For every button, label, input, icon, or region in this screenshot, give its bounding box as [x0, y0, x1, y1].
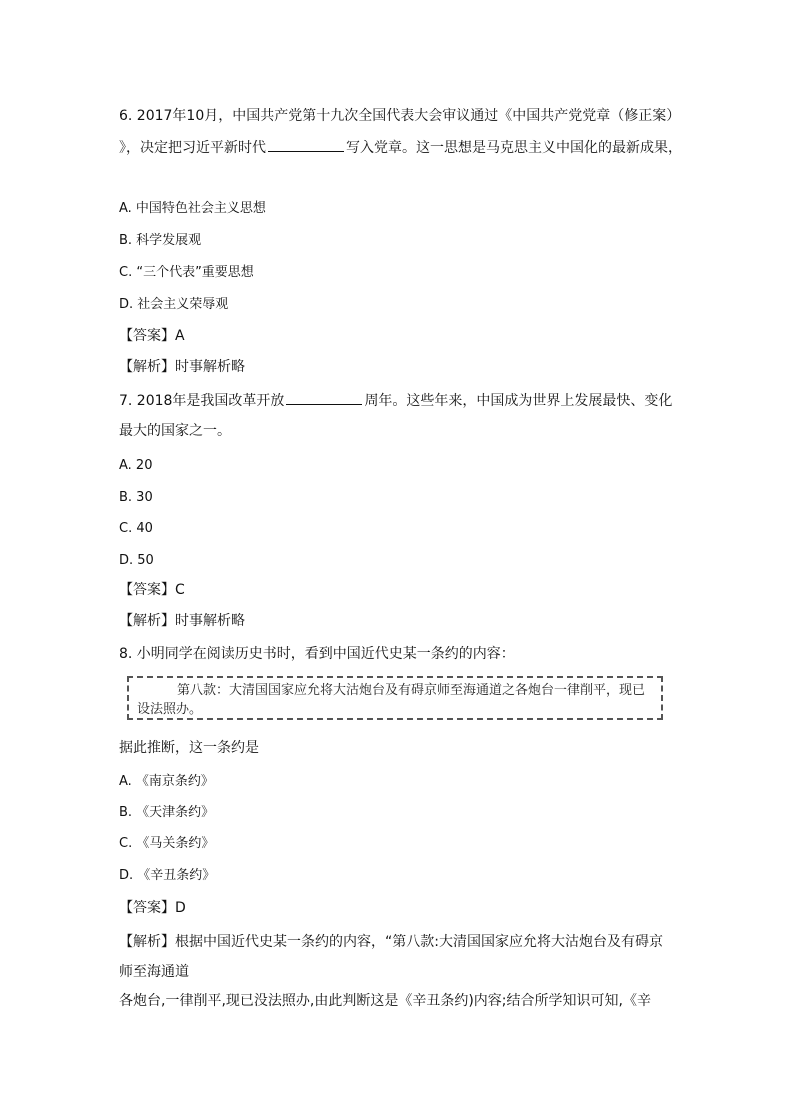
q8-answer: 【答案】D	[119, 900, 186, 916]
q6-stem-line2-part1: 》，决定把习近平新时代	[119, 140, 266, 156]
q7-option-c: C. 40	[119, 521, 153, 536]
q6-analysis: 【解析】时事解析略	[119, 359, 245, 375]
q8-analysis-line1: 【解析】根据中国近代史某一条约的内容，“第八款:大清国国家应允将大沽炮台及有碍京	[119, 934, 663, 950]
q6-blank	[268, 137, 344, 152]
q7-stem-line1-part1: 7. 2018年是我国改革开放	[119, 393, 285, 409]
q7-blank	[286, 390, 362, 405]
q7-option-b: B. 30	[119, 490, 153, 505]
q8-option-b: B. 《天津条约》	[119, 805, 215, 820]
q6-option-a: A. 中国特色社会主义思想	[119, 201, 266, 216]
q6-option-b: B. 科学发展观	[119, 233, 202, 248]
q7-answer: 【答案】C	[119, 582, 185, 598]
q8-analysis-line2: 师至海通道	[119, 964, 189, 980]
q8-stem-line2: 据此推断，这一条约是	[119, 740, 259, 756]
q6-option-c: C. “三个代表”重要思想	[119, 265, 254, 280]
q6-stem-line2-part2: 写入党章。这一思想是马克思主义中国化的最新成果，	[346, 140, 682, 156]
q7-analysis: 【解析】时事解析略	[119, 613, 245, 629]
q6-stem-line1: 6. 2017年10月，中国共产党第十九次全国代表大会审议通过《中国共产党党章（修正案）	[119, 108, 681, 124]
q8-option-c: C. 《马关条约》	[119, 836, 215, 851]
treaty-excerpt-box	[127, 676, 663, 720]
treaty-excerpt-line1: 第八款：大清国国家应允将大沽炮台及有碍京师至海通道之各炮台一律削平，现已	[177, 683, 646, 698]
q8-analysis-line3: 各炮台,一律削平,现已没法照办,由此判断这是《辛丑条约)内容;结合所学知识可知,《辛	[119, 993, 651, 1009]
q8-option-a: A. 《南京条约》	[119, 774, 214, 789]
q6-stem-line2	[119, 137, 682, 158]
q6-option-d: D. 社会主义荣辱观	[119, 297, 229, 312]
q8-option-d: D. 《辛丑条约》	[119, 868, 216, 883]
q7-option-d: D. 50	[119, 553, 154, 568]
q8-stem-line1: 8. 小明同学在阅读历史书时，看到中国近代史某一条约的内容：	[119, 646, 515, 662]
q7-stem-line1	[119, 390, 672, 411]
q6-answer: 【答案】A	[119, 328, 185, 344]
q7-stem-line1-part2: 周年。这些年来，中国成为世界上发展最快、变化	[364, 393, 673, 409]
treaty-excerpt-line2: 设法照办。	[137, 702, 203, 717]
q7-stem-line2: 最大的国家之一。	[119, 423, 231, 439]
q7-option-a: A. 20	[119, 458, 153, 473]
